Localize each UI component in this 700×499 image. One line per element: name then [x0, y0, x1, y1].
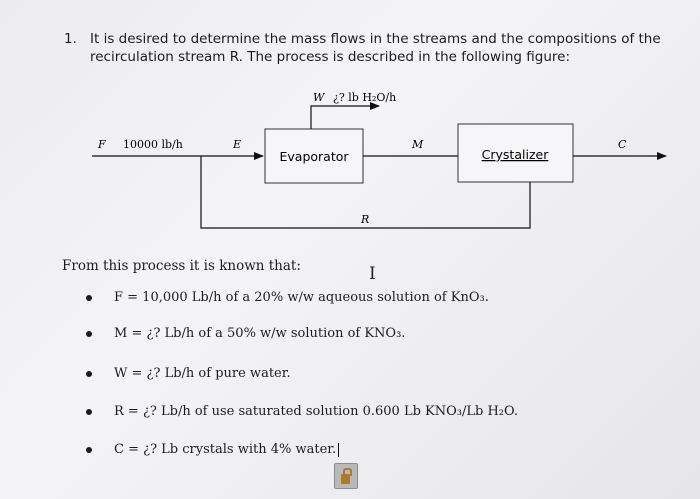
stream-w-label: W: [313, 91, 325, 104]
list-item: [84, 359, 518, 397]
text-caret: [338, 443, 339, 457]
list-item: [84, 283, 518, 319]
stream-m-label: M: [412, 138, 424, 151]
list-item: [84, 397, 518, 435]
question-number: 1.: [64, 31, 77, 47]
fact-w: W = ¿? Lb/h of pure water.: [114, 366, 291, 381]
stream-c-label: C: [618, 138, 627, 151]
fact-m: M = ¿? Lb/h of a 50% w/w solution of KNO₃.: [114, 326, 406, 341]
list-item: [84, 319, 518, 359]
stream-f-label: F: [98, 138, 106, 151]
crystalizer-label: Crystalizer: [481, 147, 549, 162]
stream-w-line: [311, 106, 379, 129]
fact-f: F = 10,000 Lb/h of a 20% w/w aqueous solution of KnO₃.: [114, 290, 489, 305]
list-item[interactable]: [84, 435, 518, 473]
bullet-icon: [86, 295, 92, 301]
fact-c: C = ¿? Lb crystals with 4% water.: [114, 442, 337, 457]
intro-text: From this process it is known that:: [62, 258, 301, 274]
question-text: It is desired to determine the mass flows in the streams and the compositions of the recirculation stream R. The process is described in the following figure:: [90, 31, 661, 65]
bullet-icon: [86, 331, 92, 337]
evaporator-label: Evaporator: [279, 149, 349, 164]
stream-f-value: 10000 lb/h: [123, 138, 183, 151]
bullet-icon: [86, 409, 92, 415]
bullet-icon: [86, 447, 92, 453]
stream-w-value: ¿? lb H₂O/h: [333, 91, 397, 104]
fact-r: R = ¿? Lb/h of use saturated solution 0.600 Lb KNO₃/Lb H₂O.: [114, 404, 519, 419]
stream-e-label: E: [233, 138, 242, 151]
lock-icon[interactable]: [334, 463, 358, 489]
facts-list: [84, 283, 518, 473]
ibeam-cursor: I: [369, 264, 376, 284]
stream-r-label: R: [361, 213, 370, 226]
bullet-icon: [86, 371, 92, 377]
